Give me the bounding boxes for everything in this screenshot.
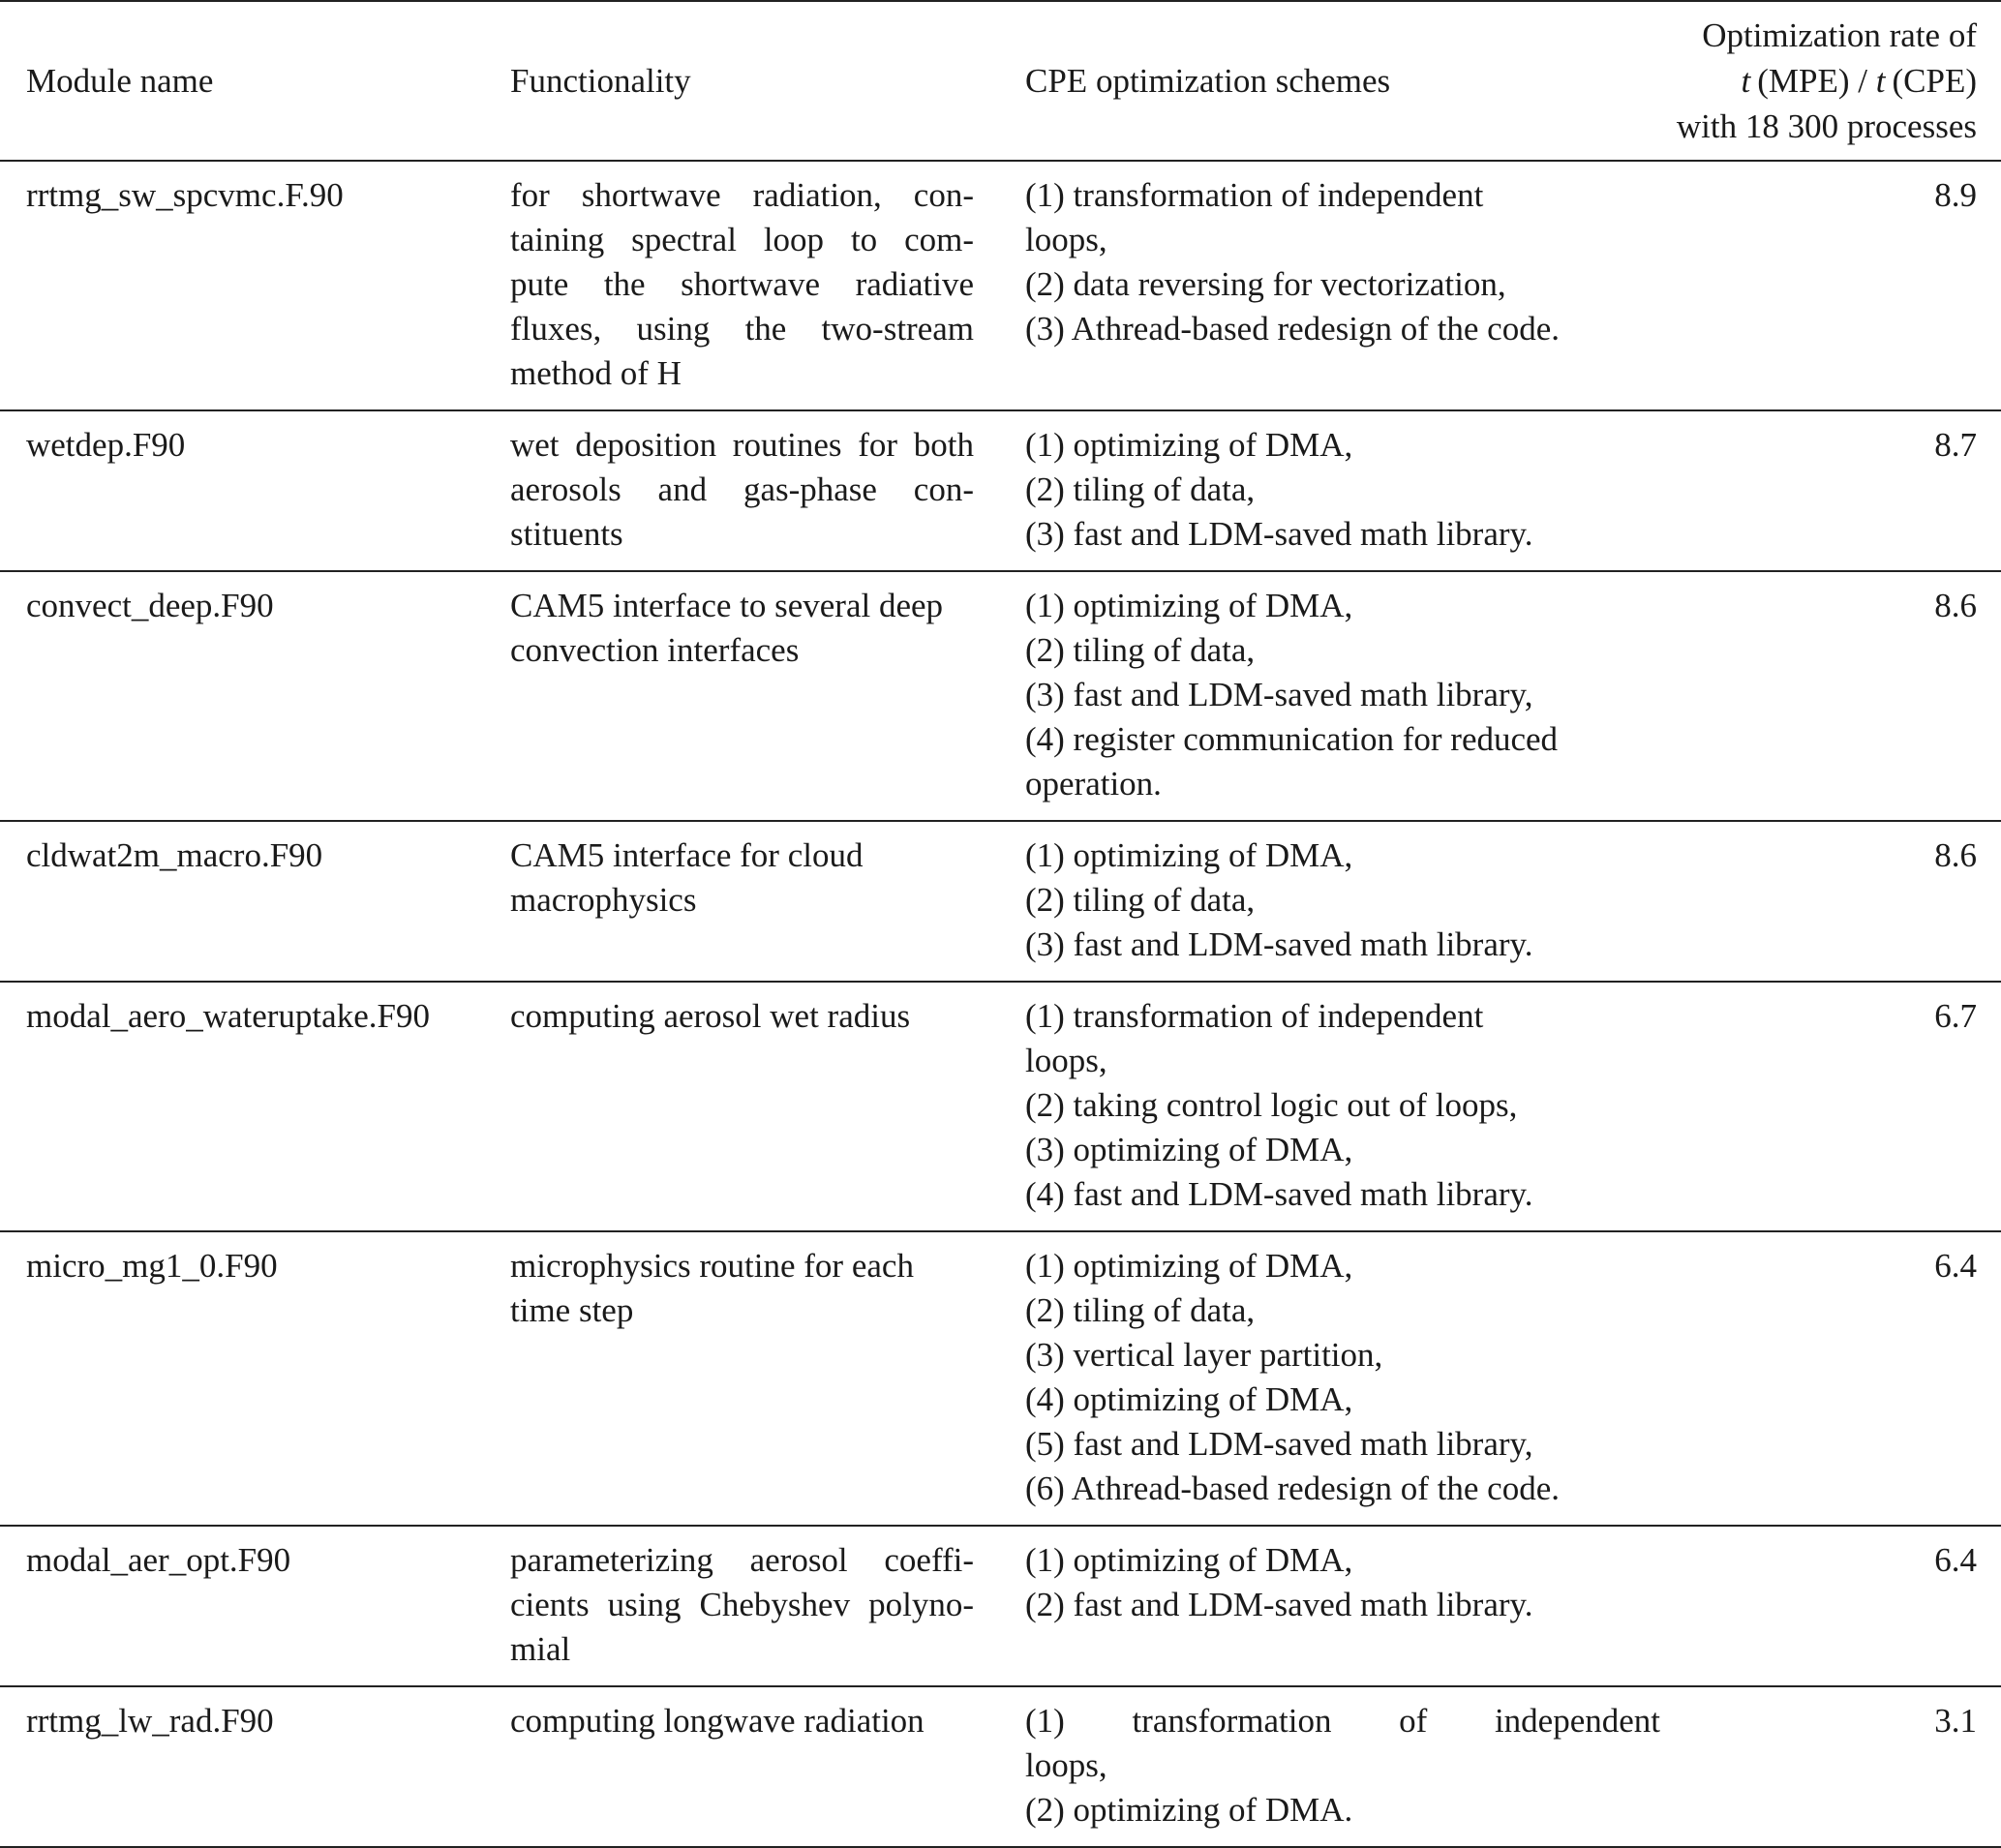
functionality-line: fluxes, using the two-stream bbox=[510, 310, 974, 348]
table-row bbox=[0, 1526, 2001, 1686]
scheme-line: (3) Athread-based redesign of the code. bbox=[1025, 310, 1561, 348]
table-body bbox=[0, 161, 2001, 1847]
rate-cell: 3.1 bbox=[1934, 1702, 1977, 1740]
functionality-line: wet deposition routines for both bbox=[510, 426, 974, 464]
functionality-cell bbox=[485, 161, 998, 410]
functionality-line: aerosols and gas-phase con- bbox=[510, 470, 974, 508]
rate-cell: 8.6 bbox=[1934, 836, 1977, 874]
scheme-line: (2) taking control logic out of loops, bbox=[1025, 1086, 1518, 1124]
scheme-line: (1) transformation of independent bbox=[1025, 997, 1484, 1035]
functionality-cell bbox=[485, 1526, 998, 1686]
rate-cell: 6.4 bbox=[1934, 1247, 1977, 1285]
schemes-cell bbox=[998, 161, 1664, 410]
schemes-cell bbox=[998, 821, 1664, 982]
scheme-line: operation. bbox=[1025, 765, 1162, 803]
functionality-cell bbox=[485, 571, 998, 821]
schemes-cell bbox=[998, 1686, 1664, 1847]
schemes-cell bbox=[998, 571, 1664, 821]
schemes-cell bbox=[998, 1231, 1664, 1526]
functionality-cell bbox=[485, 1686, 998, 1847]
module-cell: rrtmg_sw_spcvmc.F.90 bbox=[26, 176, 344, 214]
functionality-line: mial bbox=[510, 1630, 571, 1668]
header-optimization-rate bbox=[1664, 1, 2001, 161]
module-cell: modal_aero_wateruptake.F90 bbox=[26, 997, 430, 1035]
scheme-line: (3) fast and LDM-saved math library, bbox=[1025, 676, 1533, 713]
table-row bbox=[0, 161, 2001, 410]
header-rate-mpe: (MPE) / bbox=[1757, 62, 1867, 100]
functionality-line: macrophysics bbox=[510, 881, 697, 919]
functionality-line: microphysics routine for each bbox=[510, 1247, 914, 1285]
scheme-line: (2) optimizing of DMA. bbox=[1025, 1791, 1353, 1829]
scheme-line: (1) optimizing of DMA, bbox=[1025, 426, 1353, 464]
scheme-line: loops, bbox=[1025, 221, 1107, 258]
functionality-line: method of H bbox=[510, 354, 682, 392]
schemes-cell bbox=[998, 1526, 1664, 1686]
table-row bbox=[0, 982, 2001, 1231]
scheme-line: (4) register communication for reduced bbox=[1025, 720, 1559, 758]
header-cpe-schemes: CPE optimization schemes bbox=[1025, 61, 1391, 100]
scheme-line: (1) transformation of independent bbox=[1025, 176, 1484, 214]
functionality-line: for shortwave radiation, con- bbox=[510, 176, 974, 214]
functionality-line: computing aerosol wet radius bbox=[510, 997, 911, 1035]
scheme-line: (3) optimizing of DMA, bbox=[1025, 1131, 1353, 1168]
functionality-line: convection interfaces bbox=[510, 631, 800, 669]
header-rate-t1: t bbox=[1741, 62, 1751, 100]
rate-cell: 8.9 bbox=[1934, 176, 1977, 214]
table-row bbox=[0, 571, 2001, 821]
functionality-cell bbox=[485, 410, 998, 571]
functionality-line: parameterizing aerosol coeffi- bbox=[510, 1541, 974, 1579]
header-rate-cpe: (CPE) bbox=[1892, 62, 1977, 100]
table-row bbox=[0, 1686, 2001, 1847]
scheme-line: (4) fast and LDM-saved math library. bbox=[1025, 1175, 1533, 1213]
functionality-line: cients using Chebyshev polyno- bbox=[510, 1586, 974, 1623]
rate-cell: 8.6 bbox=[1934, 587, 1977, 624]
table-row bbox=[0, 410, 2001, 571]
scheme-line: (3) fast and LDM-saved math library. bbox=[1025, 515, 1533, 553]
table-row bbox=[0, 821, 2001, 982]
scheme-line: (3) vertical layer partition, bbox=[1025, 1336, 1383, 1374]
scheme-line: (1) transformation of independent bbox=[1025, 1702, 1660, 1740]
module-cell: convect_deep.F90 bbox=[26, 587, 274, 624]
functionality-line: CAM5 interface for cloud bbox=[510, 836, 864, 874]
rate-cell: 6.4 bbox=[1934, 1541, 1977, 1579]
functionality-line: computing longwave radiation bbox=[510, 1702, 925, 1740]
functionality-line: taining spectral loop to com- bbox=[510, 221, 974, 258]
header-rate-line2 bbox=[1664, 58, 1977, 104]
schemes-cell bbox=[998, 410, 1664, 571]
scheme-line: (5) fast and LDM-saved math library, bbox=[1025, 1425, 1533, 1463]
header-functionality: Functionality bbox=[510, 61, 691, 100]
schemes-cell bbox=[998, 982, 1664, 1231]
module-cell: micro_mg1_0.F90 bbox=[26, 1247, 278, 1285]
scheme-line: (2) tiling of data, bbox=[1025, 631, 1256, 669]
module-cell: modal_aer_opt.F90 bbox=[26, 1541, 291, 1579]
scheme-line: (4) optimizing of DMA, bbox=[1025, 1380, 1353, 1418]
scheme-line: (1) optimizing of DMA, bbox=[1025, 836, 1353, 874]
functionality-cell bbox=[485, 982, 998, 1231]
scheme-line: (2) tiling of data, bbox=[1025, 470, 1256, 508]
functionality-line: pute the shortwave radiative bbox=[510, 265, 974, 303]
functionality-line: time step bbox=[510, 1291, 634, 1329]
header-rate-line3: with 18 300 processes bbox=[1676, 107, 1977, 145]
scheme-line: (2) tiling of data, bbox=[1025, 881, 1256, 919]
scheme-line: (1) optimizing of DMA, bbox=[1025, 1247, 1353, 1285]
scheme-line: (1) optimizing of DMA, bbox=[1025, 1541, 1353, 1579]
functionality-cell bbox=[485, 1231, 998, 1526]
rate-cell: 8.7 bbox=[1934, 426, 1977, 464]
scheme-line: loops, bbox=[1025, 1042, 1107, 1079]
functionality-line: CAM5 interface to several deep bbox=[510, 587, 944, 624]
scheme-line: (1) optimizing of DMA, bbox=[1025, 587, 1353, 624]
scheme-line: (6) Athread-based redesign of the code. bbox=[1025, 1469, 1561, 1507]
header-module-name: Module name bbox=[26, 61, 214, 100]
module-cell: cldwat2m_macro.F90 bbox=[26, 836, 323, 874]
table-row bbox=[0, 1231, 2001, 1526]
scheme-line: (2) data reversing for vectorization, bbox=[1025, 265, 1506, 303]
header-row bbox=[0, 1, 2001, 161]
scheme-line: (2) fast and LDM-saved math library. bbox=[1025, 1586, 1533, 1623]
rate-cell: 6.7 bbox=[1934, 997, 1977, 1035]
header-rate-line1: Optimization rate of bbox=[1702, 16, 1977, 54]
scheme-line: (2) tiling of data, bbox=[1025, 1291, 1256, 1329]
module-cell: rrtmg_lw_rad.F90 bbox=[26, 1702, 274, 1740]
scheme-line: loops, bbox=[1025, 1746, 1107, 1784]
table-header bbox=[0, 1, 2001, 161]
functionality-line: stituents bbox=[510, 515, 623, 553]
header-rate-t2: t bbox=[1875, 62, 1886, 100]
scheme-line: (3) fast and LDM-saved math library. bbox=[1025, 925, 1533, 963]
functionality-cell bbox=[485, 821, 998, 982]
module-cell: wetdep.F90 bbox=[26, 426, 186, 464]
